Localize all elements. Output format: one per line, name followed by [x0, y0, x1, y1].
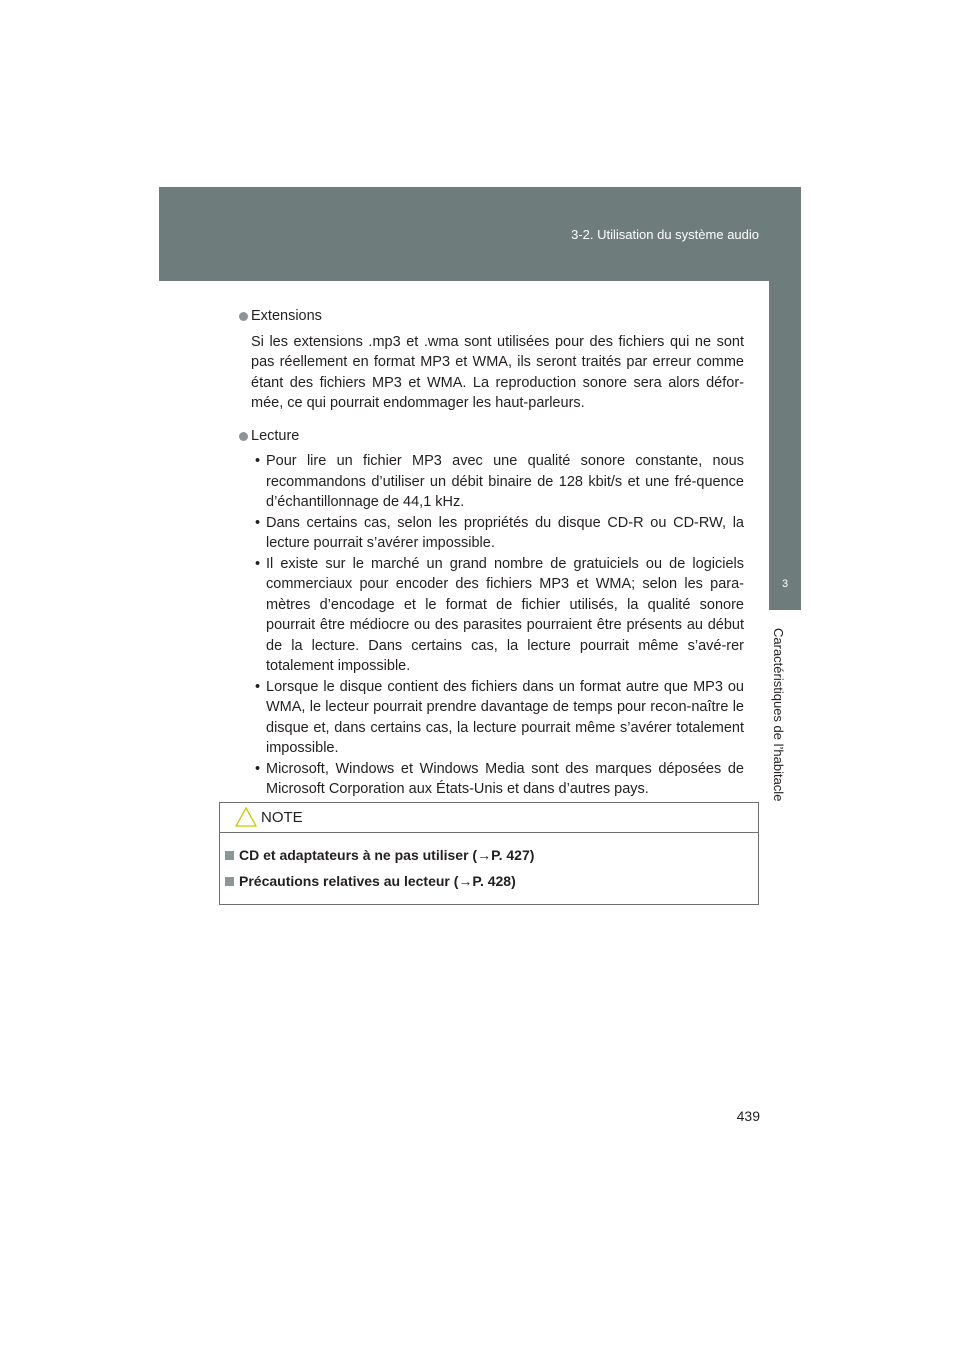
list-item: • Lorsque le disque contient des fichiers dans un format autre que MP3 ou WMA, le lecteur pourrait prendre davantage de temps pour recon-naître le disque et, dans certains cas, la lecture pourrait même s’avérer totalement impossible. [255, 678, 744, 756]
square-bullet-icon [225, 877, 234, 886]
chapter-tab [769, 530, 801, 610]
bullet-icon [239, 312, 248, 321]
note-item: Précautions relatives au lecteur (→P. 428) [225, 873, 516, 889]
list-item: • Pour lire un fichier MP3 avec une qualité sonore constante, nous recommandons d’utiliser un débit binaire de 128 kbit/s et une fré-quence d’échantillonnage de 44,1 kHz. [255, 453, 744, 510]
bullet-icon [239, 432, 248, 441]
chapter-number: 3 [781, 578, 789, 590]
lecture-heading [239, 426, 744, 447]
list-item: • Microsoft, Windows et Windows Media sont des marques déposées de Microsoft Corporation aux États-Unis et dans d’autres pays. [255, 760, 744, 797]
page-number: 439 [736, 1108, 760, 1124]
note-box [219, 802, 759, 905]
small-bullet-icon: • [255, 678, 261, 695]
small-bullet-icon: • [255, 555, 261, 572]
warning-icon [235, 807, 257, 827]
square-bullet-icon [225, 851, 234, 860]
section-title: 3-2. Utilisation du système audio [571, 227, 759, 242]
small-bullet-icon: • [255, 453, 261, 469]
small-bullet-icon: • [255, 514, 261, 531]
extensions-heading-text: Extensions [251, 308, 322, 324]
section-header-bar [159, 187, 801, 281]
lecture-heading-text: Lecture [251, 427, 300, 444]
small-bullet-icon: • [255, 760, 261, 777]
extensions-heading [239, 306, 744, 327]
note-header [220, 803, 758, 833]
note-title: NOTE [261, 809, 303, 826]
chapter-tab-bar [769, 281, 801, 530]
extensions-body: Si les extensions .mp3 et .wma sont utilisées pour des fichiers qui ne sont pas réellement en format MP3 et WMA, ils seront traités par erreur comme étant des fichiers MP3 et WMA. La reproduction sonore sera alors défor-mée, ce qui pourrait endommager les haut-parleurs. [251, 333, 744, 411]
chapter-label: Caractéristiques de l’habitacle [771, 628, 786, 802]
note-item: CD et adaptateurs à ne pas utiliser (→P. 427) [225, 847, 534, 863]
lecture-list [239, 451, 744, 800]
list-item: • Il existe sur le marché un grand nombre de gratuiciels ou de logiciels commerciaux pour encoder des fichiers MP3 et WMA; selon les para-mètres d’encodage et le format de fichier utilisés, la qualité sonore pourrait être médiocre ou des parasites pourraient être présents au début de la lecture. Dans certains cas, la lecture pourrait même s’avé-rer totalement impossible. [255, 555, 744, 674]
main-content [239, 306, 744, 800]
list-item: • Dans certains cas, selon les propriétés du disque CD-R ou CD-RW, la lecture pourrait s’avérer impossible. [255, 514, 744, 551]
